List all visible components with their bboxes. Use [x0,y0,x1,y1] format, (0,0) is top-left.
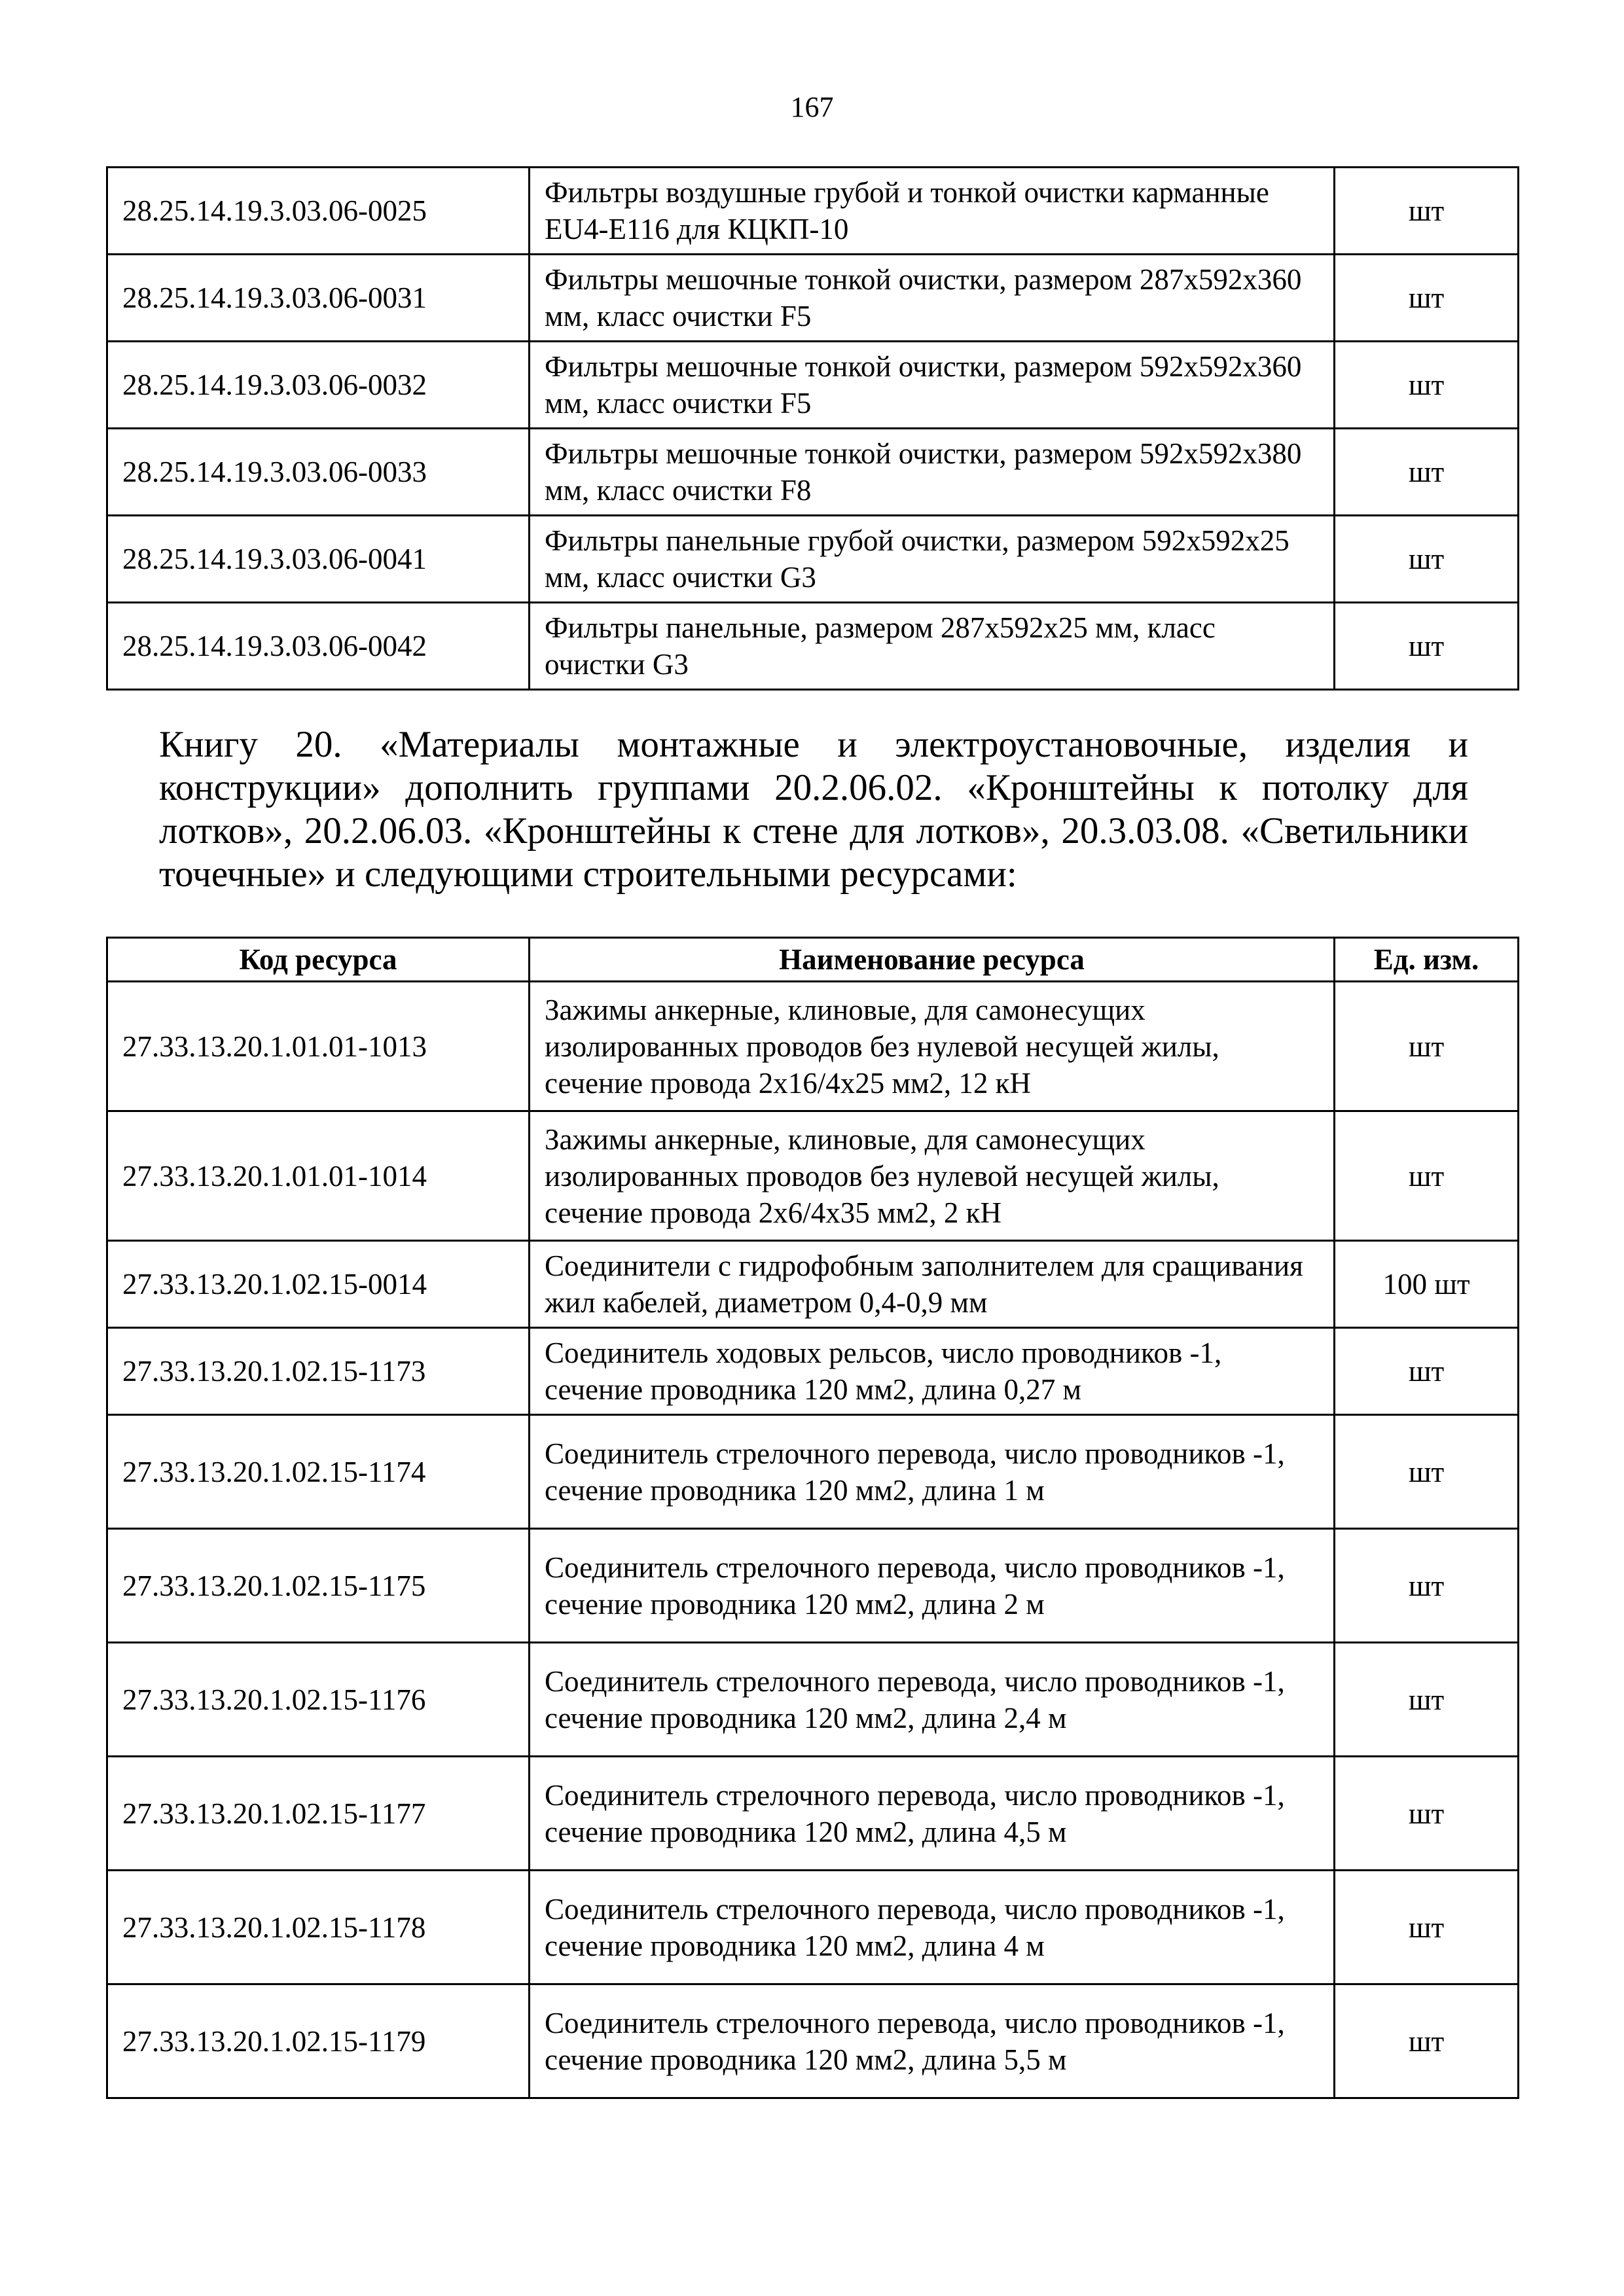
table-row [107,1529,1519,1643]
resource-code: 28.25.14.19.3.03.06-0033 [107,429,530,516]
resource-name: Соединитель ходовых рельсов, число проводников -1, сечение проводника 120 мм2, длина 0,27 м [530,1328,1335,1415]
resource-code: 27.33.13.20.1.02.15-1175 [107,1529,530,1643]
resource-code: 28.25.14.19.3.03.06-0042 [107,603,530,690]
resource-unit: шт [1335,1643,1519,1757]
table-row [107,1111,1519,1241]
resource-unit: шт [1335,1529,1519,1643]
resource-unit: шт [1335,603,1519,690]
resource-unit: шт [1335,1871,1519,1984]
resource-code: 28.25.14.19.3.03.06-0025 [107,168,530,255]
table-row [107,603,1519,690]
resource-code: 27.33.13.20.1.01.01-1014 [107,1111,530,1241]
resource-name: Соединитель стрелочного перевода, число проводников -1, сечение проводника 120 мм2, длина 4 м [530,1871,1335,1984]
table-row [107,1871,1519,1984]
page-number: 167 [790,91,834,123]
resource-name: Фильтры мешочные тонкой очистки, размером 592x592x360 мм, класс очистки F5 [530,342,1335,429]
resource-name: Соединитель стрелочного перевода, число проводников -1, сечение проводника 120 мм2, длина 2 м [530,1529,1335,1643]
resource-code: 27.33.13.20.1.02.15-0014 [107,1241,530,1328]
resource-name: Зажимы анкерные, клиновые, для самонесущих изолированных проводов без нулевой несущей жилы, сечение провода 2x16/4x25 мм2, 12 кН [530,982,1335,1111]
header-code: Код ресурса [107,938,530,982]
resource-unit: 100 шт [1335,1241,1519,1328]
table-row [107,1415,1519,1529]
resource-code: 27.33.13.20.1.02.15-1178 [107,1871,530,1984]
resource-code: 27.33.13.20.1.02.15-1176 [107,1643,530,1757]
resource-code: 28.25.14.19.3.03.06-0041 [107,516,530,603]
resource-name: Фильтры панельные грубой очистки, размером 592x592x25 мм, класс очистки G3 [530,516,1335,603]
table-row [107,1241,1519,1328]
resource-name: Соединители с гидрофобным заполнителем для сращивания жил кабелей, диаметром 0,4-0,9 мм [530,1241,1335,1328]
resource-code: 27.33.13.20.1.01.01-1013 [107,982,530,1111]
resource-name: Соединитель стрелочного перевода, число проводников -1, сечение проводника 120 мм2, длина 1 м [530,1415,1335,1529]
resource-code: 27.33.13.20.1.02.15-1174 [107,1415,530,1529]
resource-name: Соединитель стрелочного перевода, число проводников -1, сечение проводника 120 мм2, длина 5,5 м [530,1984,1335,2098]
table-row [107,1328,1519,1415]
table-row [107,342,1519,429]
resource-code: 27.33.13.20.1.02.15-1179 [107,1984,530,2098]
resource-unit: шт [1335,1111,1519,1241]
resource-unit: шт [1335,1984,1519,2098]
header-unit: Ед. изм. [1335,938,1519,982]
resource-name: Фильтры мешочные тонкой очистки, размером 287x592x360 мм, класс очистки F5 [530,255,1335,342]
table-row [107,1984,1519,2098]
resource-name: Соединитель стрелочного перевода, число проводников -1, сечение проводника 120 мм2, длина 2,4 м [530,1643,1335,1757]
paragraph-line: точечные» и следующими строительными ресурсами: [159,853,1017,895]
table-row [107,429,1519,516]
resource-unit: шт [1335,1757,1519,1871]
amendment-paragraph [159,723,1468,896]
resource-unit: шт [1335,516,1519,603]
table-row [107,516,1519,603]
table-row [107,1643,1519,1757]
paragraph-line: Книгу 20. «Материалы монтажные и электроустановочные, изделия и [159,724,1468,765]
resource-name: Фильтры воздушные грубой и тонкой очистки карманные EU4-E116 для КЦКП-10 [530,168,1335,255]
resource-name: Зажимы анкерные, клиновые, для самонесущих изолированных проводов без нулевой несущей жилы, сечение провода 2x6/4x35 мм2, 2 кН [530,1111,1335,1241]
resource-unit: шт [1335,168,1519,255]
resource-table [106,937,1519,2099]
paragraph-line: конструкции» дополнить группами 20.2.06.02. «Кронштейны к потолку для [159,767,1468,808]
table-row [107,255,1519,342]
resource-unit: шт [1335,342,1519,429]
resource-code: 27.33.13.20.1.02.15-1177 [107,1757,530,1871]
resource-table-continued [106,166,1519,691]
table-row [107,982,1519,1111]
resource-name: Фильтры мешочные тонкой очистки, размером 592x592x380 мм, класс очистки F8 [530,429,1335,516]
resource-code: 27.33.13.20.1.02.15-1173 [107,1328,530,1415]
header-name: Наименование ресурса [530,938,1335,982]
table-header-row [107,938,1519,982]
resource-code: 28.25.14.19.3.03.06-0031 [107,255,530,342]
resource-unit: шт [1335,1328,1519,1415]
resource-name: Соединитель стрелочного перевода, число проводников -1, сечение проводника 120 мм2, длина 4,5 м [530,1757,1335,1871]
table-row [107,1757,1519,1871]
resource-unit: шт [1335,982,1519,1111]
resource-unit: шт [1335,429,1519,516]
resource-code: 28.25.14.19.3.03.06-0032 [107,342,530,429]
resource-name: Фильтры панельные, размером 287x592x25 мм, класс очистки G3 [530,603,1335,690]
resource-unit: шт [1335,255,1519,342]
paragraph-line: лотков», 20.2.06.03. «Кронштейны к стене для лотков», 20.3.03.08. «Светильники [159,810,1468,852]
resource-unit: шт [1335,1415,1519,1529]
table-row [107,168,1519,255]
